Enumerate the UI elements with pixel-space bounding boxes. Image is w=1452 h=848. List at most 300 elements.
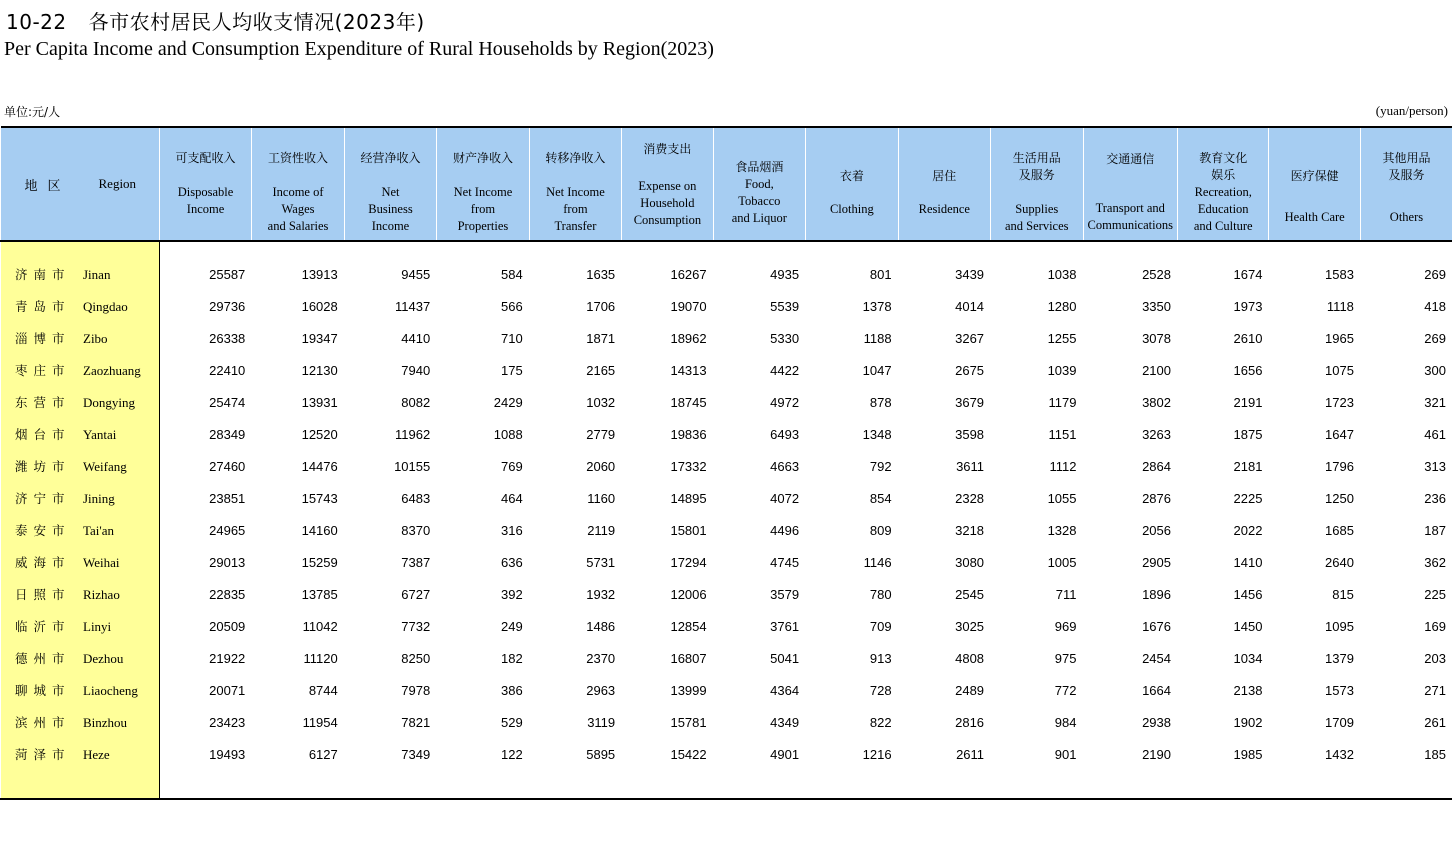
value-cell: 7732 — [401, 618, 431, 634]
value-cell: 1188 — [863, 330, 892, 346]
value-cell: 975 — [1054, 650, 1077, 666]
value-cell: 187 — [1424, 522, 1446, 538]
column-header-en-line: Disposable — [177, 185, 234, 199]
value-cell: 249 — [500, 618, 523, 634]
region-cell — [1, 482, 160, 514]
region-name-en: Dezhou — [83, 651, 124, 666]
value-cell: 1432 — [1325, 746, 1354, 762]
column-header-en-line: Income — [186, 202, 225, 216]
value-cell: 1005 — [1047, 554, 1077, 570]
table-row — [1, 546, 1452, 578]
column-header-cn — [991, 150, 1082, 184]
spacer-cell — [1360, 241, 1452, 258]
column-header-9 — [898, 127, 990, 241]
column-header-6 — [622, 127, 713, 241]
value-cell: 461 — [1424, 426, 1446, 442]
value-cell: 3263 — [1142, 426, 1171, 442]
value-cell: 1664 — [1142, 682, 1171, 698]
table-row — [1, 418, 1452, 450]
column-header-en — [991, 201, 1082, 235]
column-header-cn-line: 食品烟酒 — [735, 160, 784, 174]
value-cell: 1985 — [1233, 746, 1263, 762]
column-header-2 — [252, 127, 344, 241]
value-cell: 1656 — [1233, 362, 1263, 378]
value-cell: 878 — [869, 394, 892, 410]
table-row — [1, 290, 1452, 322]
value-cell: 16028 — [301, 298, 338, 314]
column-header-en-line: Income — [371, 219, 410, 233]
column-header-10 — [991, 127, 1083, 241]
value-cell: 12854 — [670, 618, 707, 634]
region-name-cn: 济南市 — [15, 267, 71, 282]
value-cell: 2165 — [586, 362, 616, 378]
region-cell — [1, 578, 160, 610]
unit-label-en: (yuan/person) — [1375, 103, 1448, 118]
spacer-cell — [1177, 241, 1268, 258]
value-cell: 969 — [1054, 618, 1077, 634]
value-cell: 182 — [500, 650, 523, 666]
column-header-en-line: Tobacco — [738, 194, 781, 208]
region-cell — [1, 386, 160, 418]
value-cell: 19070 — [670, 298, 707, 314]
spacer-cell — [1360, 770, 1452, 799]
value-cell: 2938 — [1142, 714, 1171, 730]
value-cell: 24965 — [209, 522, 246, 538]
column-header-cn — [345, 150, 436, 167]
column-header-en-line: and Liquor — [731, 211, 787, 225]
value-cell: 26338 — [209, 330, 246, 346]
column-header-cn-line: 其他用品 — [1382, 151, 1431, 165]
value-cell: 464 — [500, 490, 523, 506]
column-header-en-line: Communications — [1087, 218, 1173, 232]
spacer-cell — [344, 770, 436, 799]
value-cell: 1902 — [1233, 714, 1263, 730]
column-header-en-line: Income of — [272, 185, 324, 199]
column-header-en-line: Transport and — [1095, 201, 1165, 215]
value-cell: 769 — [500, 458, 523, 474]
value-cell: 5330 — [770, 330, 800, 346]
column-header-en-line: Others — [1389, 210, 1424, 224]
spacer-cell — [1083, 770, 1177, 799]
value-cell: 22410 — [209, 362, 246, 378]
column-header-en — [1084, 200, 1177, 234]
value-cell: 300 — [1424, 362, 1446, 378]
value-cell: 4935 — [770, 266, 800, 282]
value-cell: 2816 — [955, 714, 985, 730]
value-cell: 1179 — [1048, 394, 1077, 410]
statistics-table — [0, 126, 1452, 800]
table-row — [1, 642, 1452, 674]
region-name-en: Qingdao — [83, 299, 128, 314]
value-cell: 7821 — [401, 714, 431, 730]
column-header-cn-line: 工资性收入 — [268, 151, 329, 165]
value-cell: 7387 — [401, 554, 431, 570]
region-name-cn: 淄博市 — [15, 331, 71, 346]
column-header-11 — [1083, 127, 1177, 241]
region-cell — [1, 418, 160, 450]
value-cell: 7349 — [401, 746, 431, 762]
value-cell: 4663 — [770, 458, 800, 474]
column-header-3 — [344, 127, 436, 241]
region-name-cn: 日照市 — [15, 587, 71, 602]
value-cell: 772 — [1054, 682, 1077, 698]
table-row — [1, 450, 1452, 482]
value-cell: 2876 — [1142, 490, 1171, 506]
table-row — [1, 386, 1452, 418]
value-cell: 14160 — [301, 522, 338, 538]
value-cell: 9455 — [401, 266, 431, 282]
value-cell: 2528 — [1142, 266, 1171, 282]
value-cell: 1723 — [1325, 394, 1354, 410]
value-cell: 25587 — [209, 266, 246, 282]
value-cell: 14895 — [670, 490, 707, 506]
value-cell: 1250 — [1325, 490, 1354, 506]
value-cell: 3611 — [956, 458, 985, 474]
region-name-en: Liaocheng — [83, 683, 138, 698]
value-cell: 261 — [1424, 714, 1446, 730]
region-name-cn: 潍坊市 — [15, 459, 71, 474]
column-header-en-line: Transfer — [554, 219, 597, 233]
value-cell: 1410 — [1233, 554, 1263, 570]
column-header-cn-line: 及服务 — [1018, 168, 1055, 182]
column-header-en-line: Residence — [918, 202, 970, 216]
region-cell — [1, 642, 160, 674]
column-header-cn-line: 财产净收入 — [452, 151, 513, 165]
value-cell: 1676 — [1142, 618, 1171, 634]
value-cell: 3025 — [955, 618, 985, 634]
column-header-en — [160, 184, 251, 218]
column-header-en-line: Education — [1197, 202, 1249, 216]
value-cell: 15743 — [301, 490, 338, 506]
spacer-cell — [252, 241, 344, 258]
column-header-cn — [622, 141, 712, 158]
column-header-en-line: Business — [368, 202, 413, 216]
value-cell: 2611 — [956, 746, 985, 762]
region-cell — [1, 706, 160, 738]
column-header-en-line: Properties — [457, 219, 509, 233]
value-cell: 1075 — [1325, 362, 1354, 378]
spacer-cell — [1083, 241, 1177, 258]
spacer-cell — [529, 770, 621, 799]
value-cell: 566 — [500, 298, 523, 314]
value-cell: 313 — [1424, 458, 1446, 474]
table-row — [1, 738, 1452, 770]
region-name-en: Binzhou — [83, 715, 128, 730]
value-cell: 2675 — [955, 362, 985, 378]
spacer-cell — [713, 770, 805, 799]
value-cell: 1055 — [1047, 490, 1077, 506]
value-cell: 8370 — [401, 522, 431, 538]
value-cell: 11954 — [302, 714, 338, 730]
column-header-cn — [806, 168, 897, 185]
value-cell: 1032 — [586, 394, 616, 410]
column-header-en-line: Net — [381, 185, 400, 199]
value-cell: 18962 — [670, 330, 707, 346]
value-cell: 29736 — [209, 298, 246, 314]
value-cell: 25474 — [209, 394, 246, 410]
column-header-4 — [437, 127, 529, 241]
value-cell: 3598 — [955, 426, 985, 442]
value-cell: 809 — [869, 522, 892, 538]
value-cell: 2610 — [1233, 330, 1263, 346]
region-name-cn: 威海市 — [15, 555, 71, 570]
value-cell: 18745 — [670, 394, 707, 410]
region-header-cn: 地区 — [24, 179, 71, 194]
column-header-13 — [1269, 127, 1360, 241]
column-header-1 — [159, 127, 251, 241]
column-header-en — [899, 201, 990, 218]
value-cell: 362 — [1424, 554, 1446, 570]
value-cell: 801 — [869, 266, 892, 282]
value-cell: 4364 — [770, 682, 800, 698]
region-name-cn: 泰安市 — [15, 523, 71, 538]
value-cell: 8082 — [401, 394, 431, 410]
column-header-cn-line: 及服务 — [1388, 168, 1425, 182]
value-cell: 1486 — [586, 618, 616, 634]
value-cell: 4072 — [770, 490, 800, 506]
region-cell — [1, 354, 160, 386]
spacer-cell — [159, 770, 251, 799]
value-cell: 12006 — [670, 586, 707, 602]
region-name-cn: 枣庄市 — [15, 363, 71, 378]
value-cell: 1379 — [1325, 650, 1354, 666]
table-row — [1, 354, 1452, 386]
region-name-cn: 滨州市 — [15, 715, 71, 730]
region-name-cn: 烟台市 — [15, 427, 71, 442]
column-header-en — [252, 184, 343, 235]
value-cell: 3579 — [770, 586, 800, 602]
value-cell: 2370 — [586, 650, 616, 666]
value-cell: 10155 — [394, 458, 431, 474]
column-header-en — [1269, 209, 1359, 226]
value-cell: 27460 — [209, 458, 246, 474]
column-header-cn-line: 医疗保健 — [1290, 169, 1339, 183]
value-cell: 13999 — [670, 682, 707, 698]
column-header-cn-line: 生活用品 — [1012, 151, 1061, 165]
region-name-en: Zibo — [83, 331, 108, 346]
spacer-cell — [806, 241, 898, 258]
value-cell: 28349 — [209, 426, 246, 442]
value-cell: 8744 — [308, 682, 338, 698]
column-header-cn — [899, 168, 990, 185]
value-cell: 271 — [1424, 682, 1446, 698]
value-cell: 5539 — [770, 298, 800, 314]
value-cell: 1216 — [862, 746, 892, 762]
column-header-en-line: Health Care — [1284, 210, 1345, 224]
value-cell: 15781 — [670, 714, 707, 730]
value-cell: 16267 — [670, 266, 707, 282]
value-cell: 854 — [869, 490, 892, 506]
value-cell: 13931 — [301, 394, 338, 410]
value-cell: 185 — [1424, 746, 1446, 762]
spacer-cell — [252, 770, 344, 799]
column-header-en-line: Expense on — [638, 179, 697, 193]
value-cell: 815 — [1332, 586, 1354, 602]
value-cell: 2779 — [586, 426, 616, 442]
value-cell: 709 — [869, 618, 892, 634]
value-cell: 21922 — [209, 650, 246, 666]
region-cell — [1, 610, 160, 642]
value-cell: 2191 — [1233, 394, 1263, 410]
value-cell: 20071 — [209, 682, 246, 698]
value-cell: 23423 — [209, 714, 246, 730]
value-cell: 2225 — [1233, 490, 1263, 506]
spacer-cell — [1, 241, 160, 258]
value-cell: 175 — [500, 362, 523, 378]
value-cell: 2963 — [586, 682, 616, 698]
spacer-cell — [1269, 770, 1360, 799]
value-cell: 1047 — [862, 362, 892, 378]
value-cell: 1796 — [1325, 458, 1354, 474]
spacer-cell — [1269, 241, 1360, 258]
region-name-cn: 东营市 — [15, 395, 71, 410]
region-cell — [1, 514, 160, 546]
value-cell: 1039 — [1047, 362, 1077, 378]
column-header-en-line: and Salaries — [267, 219, 329, 233]
value-cell: 1112 — [1049, 458, 1077, 474]
spacer-cell — [991, 241, 1083, 258]
value-cell: 780 — [869, 586, 892, 602]
value-cell: 17294 — [670, 554, 707, 570]
region-name-en: Tai'an — [83, 523, 115, 538]
value-cell: 792 — [869, 458, 892, 474]
value-cell: 1328 — [1047, 522, 1077, 538]
spacer-cell — [529, 241, 621, 258]
column-header-en — [714, 176, 805, 227]
column-header-cn — [1361, 150, 1452, 184]
value-cell: 14476 — [301, 458, 338, 474]
value-cell: 2905 — [1142, 554, 1171, 570]
value-cell: 19493 — [209, 746, 246, 762]
value-cell: 11437 — [395, 298, 431, 314]
table-row — [1, 706, 1452, 738]
column-header-cn — [437, 150, 528, 167]
value-cell: 1038 — [1047, 266, 1077, 282]
value-cell: 19836 — [670, 426, 707, 442]
value-cell: 11042 — [302, 618, 338, 634]
value-cell: 6493 — [770, 426, 800, 442]
spacer-row — [1, 241, 1452, 258]
value-cell: 6727 — [401, 586, 431, 602]
column-header-en-line: Household — [640, 196, 695, 210]
table-body — [1, 241, 1452, 799]
column-header-en-line: and Culture — [1193, 219, 1253, 233]
column-header-en-line: from — [470, 202, 496, 216]
value-cell: 1088 — [493, 426, 523, 442]
table-number: 10-22 — [6, 10, 67, 34]
value-cell: 12130 — [301, 362, 338, 378]
column-header-cn — [1269, 168, 1359, 185]
value-cell: 12520 — [301, 426, 338, 442]
value-cell: 122 — [500, 746, 523, 762]
region-name-en: Rizhao — [83, 587, 120, 602]
value-cell: 236 — [1424, 490, 1446, 506]
value-cell: 2181 — [1233, 458, 1263, 474]
value-cell: 4422 — [770, 362, 800, 378]
region-name-en: Dongying — [83, 395, 135, 410]
region-name-en: Linyi — [83, 619, 112, 634]
column-header-region — [1, 127, 160, 241]
value-cell: 17332 — [670, 458, 707, 474]
spacer-cell — [344, 241, 436, 258]
value-cell: 1280 — [1047, 298, 1077, 314]
table-row — [1, 674, 1452, 706]
spacer-cell — [1, 770, 160, 799]
spacer-cell — [898, 241, 990, 258]
value-cell: 5041 — [770, 650, 800, 666]
value-cell: 584 — [500, 266, 523, 282]
spacer-cell — [991, 770, 1083, 799]
value-cell: 2640 — [1325, 554, 1354, 570]
column-header-12 — [1177, 127, 1268, 241]
column-header-14 — [1360, 127, 1452, 241]
column-header-7 — [713, 127, 805, 241]
table-title-cn-text: 各市农村居民人均收支情况(2023年) — [88, 10, 425, 34]
value-cell: 14313 — [670, 362, 707, 378]
spacer-cell — [437, 770, 529, 799]
value-cell: 3802 — [1142, 394, 1171, 410]
table-row — [1, 610, 1452, 642]
column-header-cn — [1084, 151, 1177, 168]
region-name-cn: 临沂市 — [15, 619, 71, 634]
region-name-cn: 青岛市 — [15, 299, 71, 314]
table-title-en: Per Capita Income and Consumption Expenditure of Rural Households by Region(2023) — [4, 38, 714, 60]
value-cell: 4349 — [770, 714, 800, 730]
value-cell: 1118 — [1326, 298, 1354, 314]
table-row — [1, 578, 1452, 610]
value-cell: 2864 — [1142, 458, 1171, 474]
value-cell: 7940 — [401, 362, 431, 378]
column-header-cn-line: 可支配收入 — [175, 151, 236, 165]
value-cell: 269 — [1424, 266, 1446, 282]
value-cell: 11962 — [395, 426, 431, 442]
value-cell: 8250 — [401, 650, 431, 666]
value-cell: 6483 — [401, 490, 431, 506]
value-cell: 5895 — [586, 746, 616, 762]
column-header-cn-line: 衣着 — [839, 169, 864, 183]
spacer-cell — [1177, 770, 1268, 799]
value-cell: 6127 — [308, 746, 338, 762]
value-cell: 15801 — [670, 522, 707, 538]
column-header-en-line: Net Income — [546, 185, 605, 199]
value-cell: 3679 — [955, 394, 985, 410]
value-cell: 913 — [869, 650, 892, 666]
value-cell: 3350 — [1142, 298, 1171, 314]
value-cell: 3439 — [955, 266, 985, 282]
column-header-en — [1178, 184, 1268, 235]
table-row — [1, 322, 1452, 354]
column-header-cn — [714, 159, 805, 176]
region-cell — [1, 450, 160, 482]
value-cell: 984 — [1054, 714, 1077, 730]
value-cell: 2545 — [955, 586, 985, 602]
column-header-8 — [806, 127, 898, 241]
value-cell: 4901 — [770, 746, 800, 762]
spacer-cell — [898, 770, 990, 799]
value-cell: 386 — [500, 682, 523, 698]
value-cell: 7978 — [401, 682, 431, 698]
value-cell: 13913 — [301, 266, 338, 282]
value-cell: 169 — [1424, 618, 1446, 634]
region-name-en: Weihai — [83, 555, 120, 570]
value-cell: 3080 — [955, 554, 985, 570]
value-cell: 269 — [1424, 330, 1446, 346]
region-name-en: Zaozhuang — [83, 363, 141, 378]
value-cell: 1095 — [1325, 618, 1354, 634]
value-cell: 23851 — [209, 490, 246, 506]
spacer-cell — [713, 241, 805, 258]
column-header-cn-line: 教育文化 — [1199, 151, 1248, 165]
